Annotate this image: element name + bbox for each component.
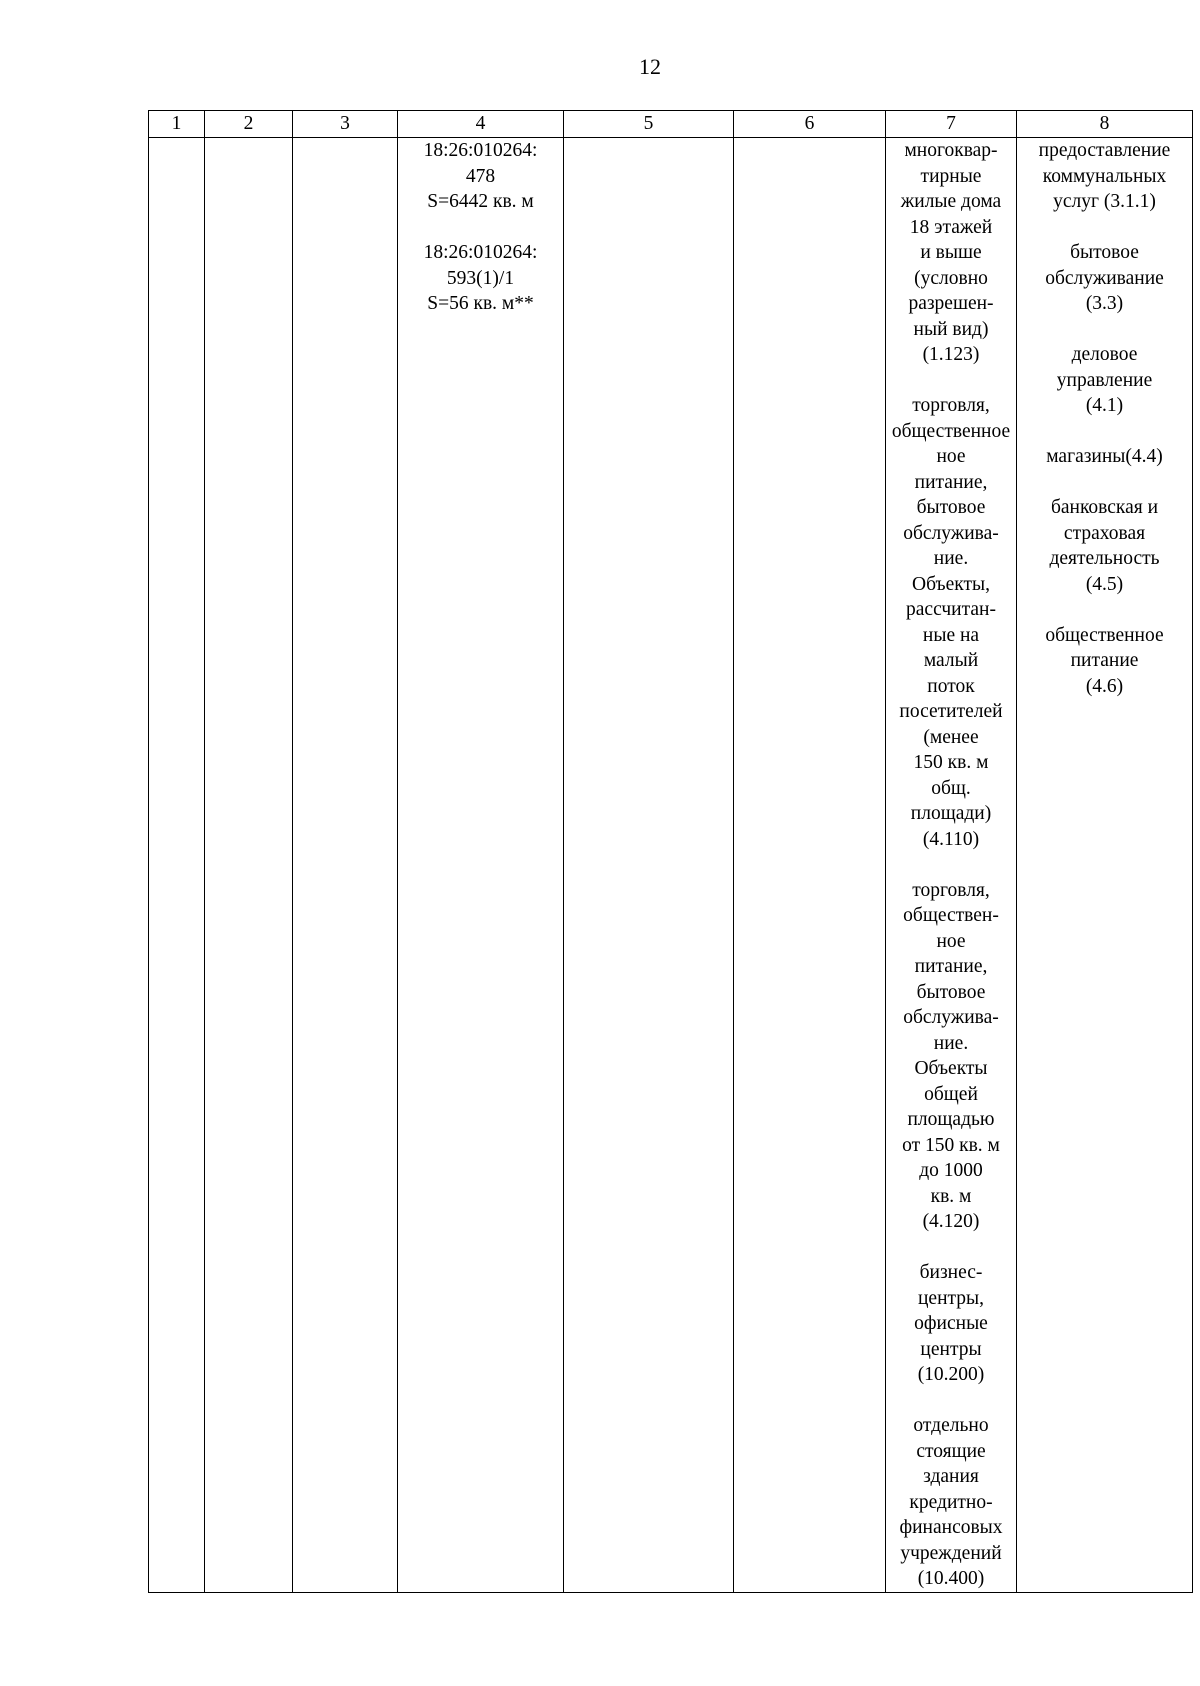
text-line: отдельно bbox=[913, 1415, 989, 1436]
aux-use-entry bbox=[1019, 240, 1190, 317]
use-code: (4.110) bbox=[922, 828, 980, 850]
text-line: деловое bbox=[1071, 344, 1138, 365]
use-code: (10.400) bbox=[917, 1568, 985, 1589]
text-line: площади) bbox=[910, 803, 992, 824]
text-line: общественное bbox=[891, 420, 1011, 442]
column-header-6: 6 bbox=[734, 111, 886, 138]
text-line: питание bbox=[1070, 650, 1139, 671]
use-code: (4.6) bbox=[1085, 675, 1124, 697]
text-line: здания bbox=[923, 1466, 979, 1487]
column-header-8: 8 bbox=[1017, 111, 1193, 138]
cell-col1 bbox=[149, 138, 205, 1593]
text-line: учреждений bbox=[900, 1542, 1002, 1564]
text-line: страховая bbox=[1063, 522, 1146, 544]
area-value: S=6442 кв. м bbox=[427, 191, 534, 212]
text-line: ное bbox=[936, 446, 966, 467]
text-line: банковская и bbox=[1050, 497, 1159, 518]
text-line: жилые дома bbox=[900, 191, 1002, 212]
text-line: центры bbox=[920, 1338, 982, 1360]
text-line: ние. bbox=[933, 548, 969, 569]
text-line: общественное bbox=[1045, 624, 1164, 646]
use-entry bbox=[888, 393, 1014, 852]
use-code: (10.200) bbox=[917, 1364, 985, 1385]
text-line: многоквар- bbox=[904, 140, 998, 161]
use-entry bbox=[888, 878, 1014, 1235]
text-line: площадью bbox=[907, 1109, 995, 1130]
text-line: кв. м bbox=[930, 1185, 972, 1207]
use-code: (3.3) bbox=[1085, 293, 1124, 314]
text-line: бизнес- bbox=[919, 1262, 983, 1283]
use-code: (1.123) bbox=[922, 344, 980, 365]
text-line: бытовое bbox=[1070, 242, 1139, 263]
text-line: ное bbox=[936, 930, 966, 952]
cell-permitted-uses bbox=[886, 138, 1017, 1593]
table-row bbox=[149, 138, 1193, 1593]
text-line: малый bbox=[923, 650, 979, 671]
aux-use-entry bbox=[1019, 444, 1190, 470]
use-code: (4.1) bbox=[1085, 395, 1124, 416]
text-line: финансовых bbox=[899, 1517, 1003, 1538]
text-line: ные на bbox=[922, 624, 980, 646]
cell-col6 bbox=[734, 138, 886, 1593]
zoning-table bbox=[148, 110, 1193, 1593]
table-header-row bbox=[149, 111, 1193, 138]
use-code: (4.5) bbox=[1085, 573, 1124, 595]
cell-auxiliary-uses bbox=[1017, 138, 1193, 1593]
text-line: (условно bbox=[914, 267, 988, 289]
text-line: посетителей bbox=[899, 701, 1003, 722]
column-header-7: 7 bbox=[886, 111, 1017, 138]
column-header-4: 4 bbox=[398, 111, 564, 138]
column-header-3: 3 bbox=[293, 111, 398, 138]
text-line: разрешен- bbox=[908, 293, 994, 314]
use-entry bbox=[888, 1413, 1014, 1592]
cell-col3 bbox=[293, 138, 398, 1593]
cadastral-number-part: 18:26:010264: bbox=[423, 242, 538, 263]
text-line: питание, bbox=[914, 471, 988, 493]
use-entry bbox=[888, 138, 1014, 368]
text-line: общ. bbox=[931, 777, 971, 799]
cell-cadastral-numbers bbox=[398, 138, 564, 1593]
aux-use-entry bbox=[1019, 342, 1190, 419]
cadastral-number-part: 18:26:010264: bbox=[423, 140, 538, 161]
text-line: Объекты bbox=[914, 1058, 988, 1079]
text-line: кредитно- bbox=[909, 1491, 993, 1513]
aux-use-entry bbox=[1019, 623, 1190, 700]
text-line: торговля, bbox=[912, 879, 990, 901]
text-line: обслужива- bbox=[903, 1007, 999, 1028]
text-line: коммунальных bbox=[1042, 165, 1167, 187]
use-code: (4.120) bbox=[922, 1211, 980, 1232]
text-line: управление bbox=[1056, 369, 1153, 391]
text-line: Объекты, bbox=[912, 573, 990, 595]
text-line: 150 кв. м bbox=[913, 752, 989, 773]
text-line: обществен- bbox=[903, 905, 999, 926]
text-line: центры, bbox=[917, 1287, 984, 1309]
text-line: ние. bbox=[933, 1032, 969, 1054]
use-entry bbox=[888, 1260, 1014, 1388]
text-line: торговля, bbox=[912, 395, 990, 416]
use-code: услуг (3.1.1) bbox=[1053, 191, 1156, 212]
text-line: (менее bbox=[923, 726, 979, 748]
aux-use-entry bbox=[1019, 495, 1190, 597]
use-code: магазины(4.4) bbox=[1046, 446, 1163, 467]
text-line: поток bbox=[927, 675, 975, 697]
text-line: тирные bbox=[920, 165, 982, 187]
text-line: обслужива- bbox=[903, 522, 999, 544]
area-value: S=56 кв. м** bbox=[427, 293, 534, 314]
text-line: от 150 кв. м bbox=[902, 1134, 1000, 1156]
column-header-2: 2 bbox=[205, 111, 293, 138]
text-line: бытовое bbox=[916, 497, 986, 518]
cell-col5 bbox=[564, 138, 734, 1593]
text-line: до 1000 bbox=[919, 1160, 983, 1181]
text-line: стоящие bbox=[916, 1440, 986, 1462]
cell-col2 bbox=[205, 138, 293, 1593]
text-line: ный вид) bbox=[913, 318, 989, 340]
text-line: офисные bbox=[914, 1313, 988, 1334]
cadastral-number-part: 478 bbox=[465, 165, 496, 187]
text-line: и выше bbox=[920, 242, 982, 263]
text-line: 18 этажей bbox=[909, 216, 993, 238]
text-line: питание, bbox=[914, 956, 988, 977]
text-line: предоставление bbox=[1038, 140, 1171, 161]
aux-use-entry bbox=[1019, 138, 1190, 215]
text-line: деятельность bbox=[1049, 548, 1160, 569]
text-line: рассчитан- bbox=[906, 599, 996, 620]
text-line: бытовое bbox=[916, 981, 986, 1003]
cadastral-number-part: 593(1)/1 bbox=[446, 267, 515, 289]
text-line: обслуживание bbox=[1045, 267, 1164, 289]
column-header-5: 5 bbox=[564, 111, 734, 138]
cadastral-entry bbox=[400, 138, 561, 215]
page-number: 12 bbox=[639, 54, 661, 79]
cadastral-entry bbox=[400, 240, 561, 317]
column-header-1: 1 bbox=[149, 111, 205, 138]
text-line: общей bbox=[924, 1083, 978, 1105]
